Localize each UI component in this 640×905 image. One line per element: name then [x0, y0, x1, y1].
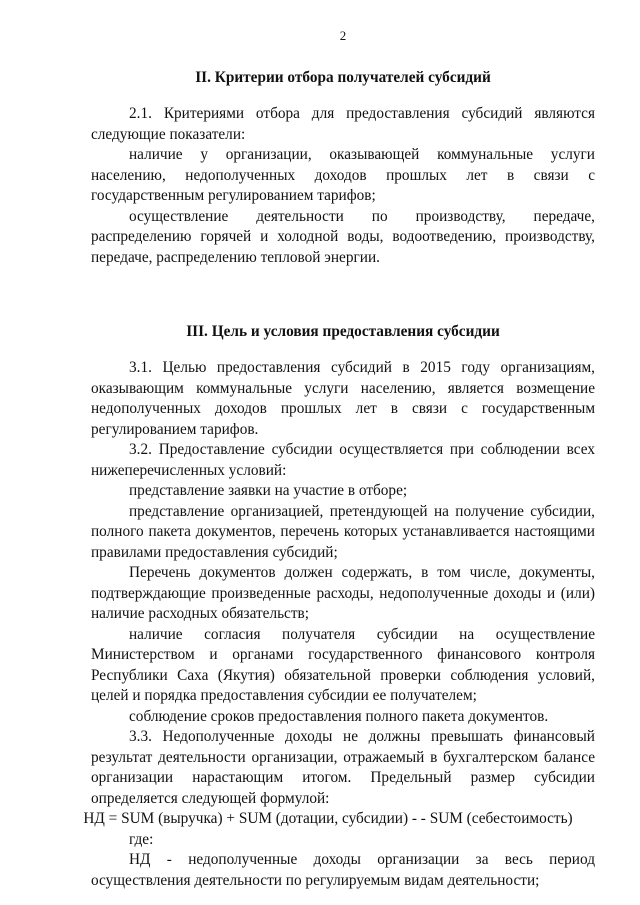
section-2-heading: II. Критерии отбора получателей субсидий	[195, 69, 491, 86]
section-3-heading: III. Цель и условия предоставления субсидии	[186, 323, 500, 340]
subsidy-formula: НД = SUM (выручка) + SUM (дотации, субсидии) - - SUM (себестоимость)	[83, 810, 573, 827]
paragraph-3-3: 3.3. Недополученные доходы не должны превышать финансовый результат деятельности организации, отражаемый в бухгалтерском балансе организации нарастающим итогом. Предельный размер субсидии определяется следующей формулой:	[91, 728, 595, 807]
page-number: 2	[339, 28, 347, 43]
criterion-activity: осуществление деятельности по производству, передаче, распределению горячей и холодной воды, водоотведению, производству, передаче, распределению тепловой энергии.	[91, 207, 595, 266]
formula-definition: НД - недополученные доходы организации за весь период осуществления деятельности по регулируемым видам деятельности;	[91, 851, 595, 889]
condition-deadlines: соблюдение сроков предоставления полного пакета документов.	[129, 707, 549, 725]
section-3-body	[83, 358, 595, 891]
formula-where: где:	[129, 830, 154, 848]
paragraph-3-2: 3.2. Предоставление субсидии осуществляется при соблюдении всех нижеперечисленных условий:	[91, 441, 595, 479]
condition-documents: представление организацией, претендующей на получение субсидии, полного пакета документов, перечень которых устанавливается настоящими правилами предоставления субсидий;	[91, 502, 595, 561]
section-2-body	[91, 104, 595, 268]
document-page	[83, 28, 595, 891]
condition-document-list: Перечень документов должен содержать, в том числе, документы, подтверждающие произведенные расходы, недополученные доходы и (или) наличие расходных обязательств;	[91, 564, 595, 622]
criterion-unreceived-income: наличие у организации, оказывающей коммунальные услуги населению, недополученных доходов прошлых лет в связи с государственным регулированием тарифов;	[91, 146, 595, 204]
condition-application: представление заявки на участие в отборе;	[129, 482, 408, 499]
paragraph-3-1: 3.1. Целью предоставления субсидий в 2015 году организациям, оказывающим коммунальные услуги населению, является возмещение недополученных доходов прошлых лет в связи с государственным регулированием тарифов.	[91, 359, 595, 438]
condition-consent: наличие согласия получателя субсидии на осуществление Министерством и органами государственного финансового контроля Республики Саха (Якутия) обязательной проверки соблюдения условий, целей и порядка предоставления субсидии ее получателем;	[91, 625, 595, 704]
paragraph-2-1: 2.1. Критериями отбора для предоставления субсидий являются следующие показатели:	[91, 105, 595, 143]
